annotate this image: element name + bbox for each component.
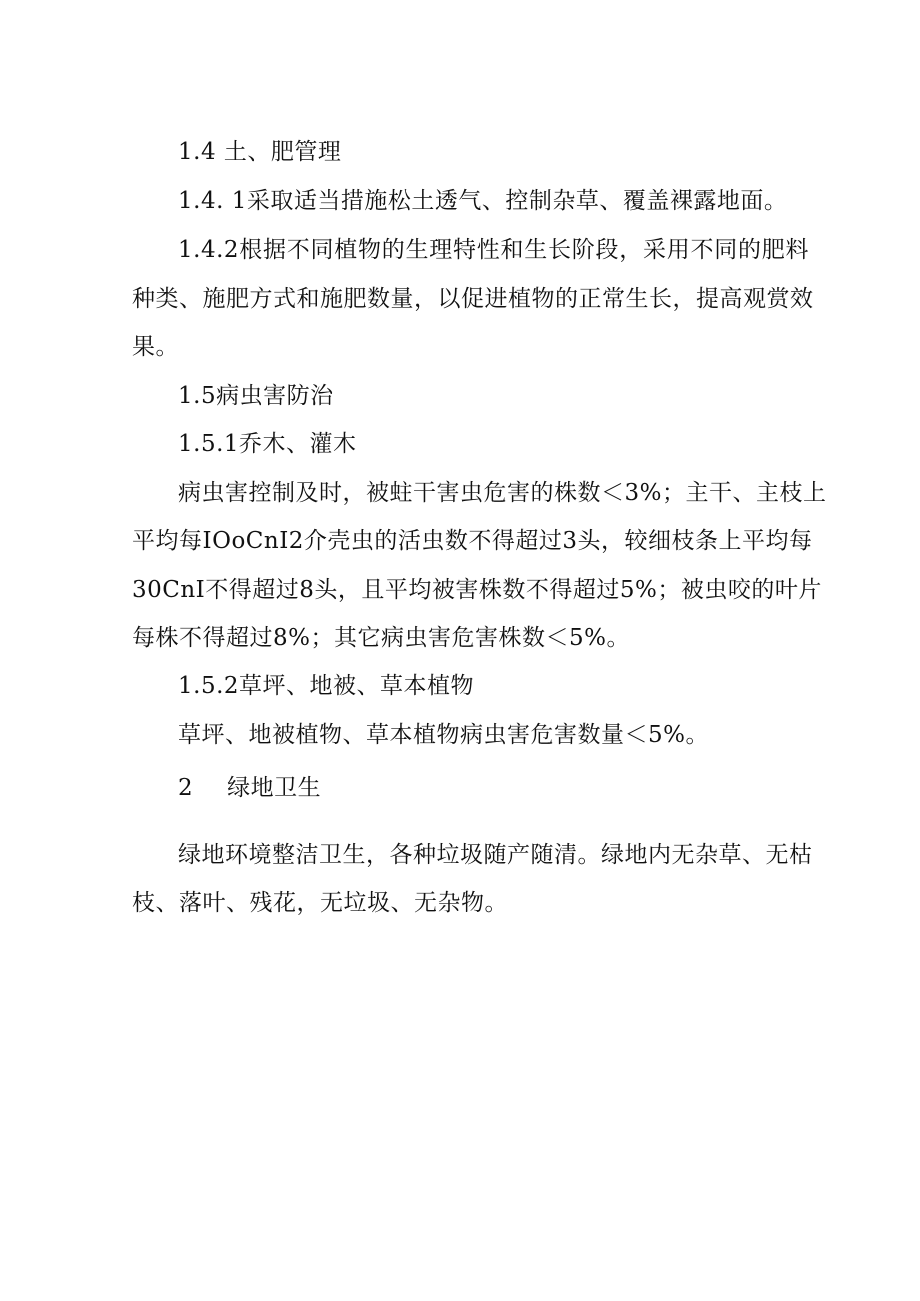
- paragraph-1-4-2-line-2: 种类、施肥方式和施肥数量，以促进植物的正常生长，提高观赏效: [132, 286, 814, 312]
- section-heading-1-5-2: 1.5.2草坪、地被、草本植物: [178, 673, 475, 699]
- paragraph-1-5-2: 草坪、地被植物、草本植物病虫害危害数量＜5%。: [178, 722, 709, 748]
- paragraph-2-line-2: 枝、落叶、残花，无垃圾、无杂物。: [132, 890, 508, 916]
- section-heading-2: [178, 772, 321, 804]
- section-heading-1-5-1: 1.5.1乔木、灌木: [178, 431, 357, 457]
- paragraph-1-4-2-line-1: 1.4.2根据不同植物的生理特性和生长阶段，采用不同的肥料: [178, 237, 809, 263]
- section-heading-1-5: 1.5病虫害防治: [178, 383, 334, 409]
- paragraph-1-4-2-line-3: 果。: [132, 334, 179, 360]
- paragraph-1-4-1: 1.4. 1采取适当措施松土透气、控制杂草、覆盖裸露地面。: [178, 188, 788, 214]
- paragraph-2-line-1: 绿地环境整洁卫生，各种垃圾随产随清。绿地内无杂草、无枯: [178, 842, 813, 868]
- paragraph-1-5-1-line-3: 30CnI不得超过8头，且平均被害株数不得超过5%；被虫咬的叶片: [132, 577, 822, 603]
- section-heading-1-4: 1.4 土、肥管理: [178, 139, 342, 165]
- paragraph-1-5-1-line-1: 病虫害控制及时，被蛀干害虫危害的株数＜3%；主干、主枝上: [178, 480, 827, 506]
- section-title-2: 绿地卫生: [227, 775, 322, 801]
- paragraph-1-5-1-line-2: 平均每IOoCnI2介壳虫的活虫数不得超过3头，较细枝条上平均每: [132, 528, 813, 554]
- paragraph-1-5-1-line-4: 每株不得超过8%；其它病虫害危害株数＜5%。: [132, 625, 630, 651]
- section-number-2: 2: [178, 775, 194, 801]
